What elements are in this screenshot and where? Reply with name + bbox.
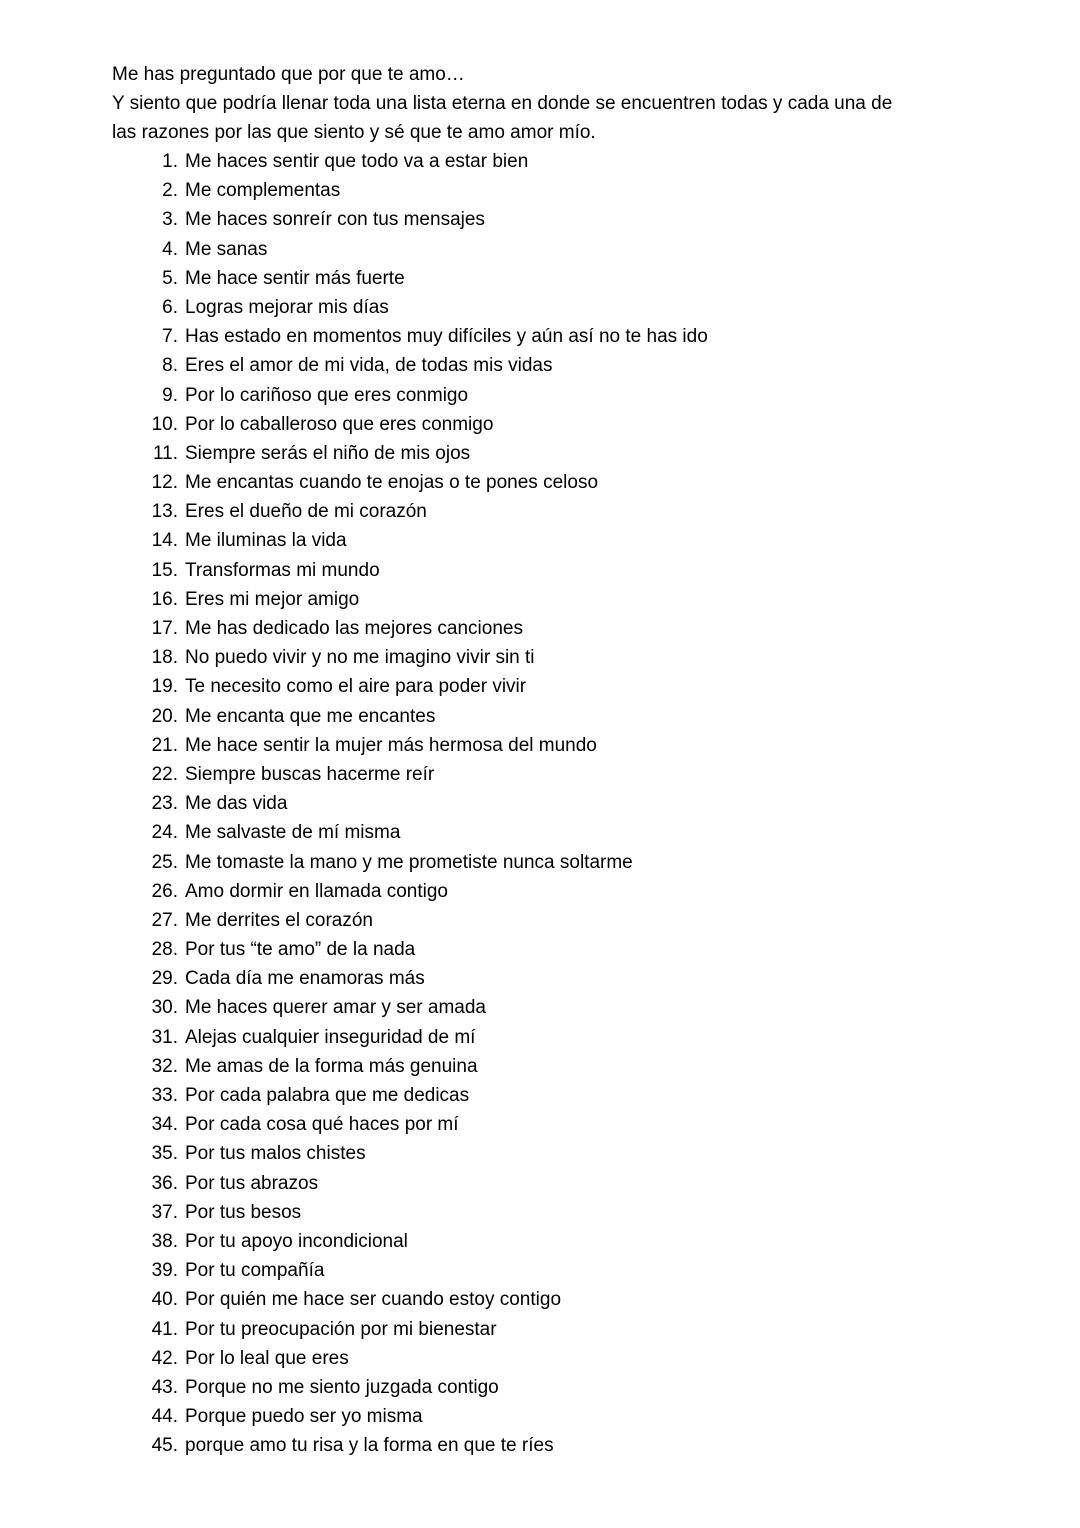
list-item-number: 19.	[151, 676, 178, 698]
list-item-number: 13.	[151, 501, 178, 523]
list-item-text: Te necesito como el aire para poder vivir	[185, 676, 527, 698]
list-item-number: 40.	[151, 1289, 178, 1311]
list-item-text: Porque no me siento juzgada contigo	[185, 1376, 499, 1398]
list-item-number: 9.	[162, 384, 178, 406]
list-item-text: Me das vida	[185, 793, 288, 815]
list-item-text: Cada día me enamoras más	[185, 968, 425, 990]
list-item-text: Alejas cualquier inseguridad de mí	[185, 1026, 476, 1048]
list-item-number: 29.	[151, 968, 178, 990]
list-item-text: Me has dedicado las mejores canciones	[185, 618, 523, 639]
list-item-number: 44.	[151, 1406, 178, 1428]
list-item-number: 41.	[151, 1318, 178, 1340]
list-item-text: Me encantas cuando te enojas o te pones celoso	[185, 472, 599, 494]
list-item-number: 30.	[151, 997, 178, 1019]
list-item-text: Me salvaste de mí misma	[185, 822, 401, 844]
list-item-text: Siempre serás el niño de mis ojos	[185, 442, 471, 464]
list-item-number: 23.	[151, 793, 178, 815]
intro-line: Y siento que podría llenar toda una lista eterna en donde se encuentren todas y cada una de	[112, 93, 893, 115]
list-item-number: 24.	[151, 822, 178, 844]
list-item-number: 35.	[151, 1143, 178, 1165]
list-item-number: 15.	[151, 559, 178, 581]
list-item-text: Eres mi mejor amigo	[185, 588, 360, 610]
intro-paragraph	[112, 60, 972, 148]
list-item-text: Me derrites el corazón	[185, 909, 373, 931]
list-item-number: 7.	[162, 326, 178, 348]
list-item-number: 21.	[151, 734, 178, 756]
list-item-text: Amo dormir en llamada contigo	[185, 880, 448, 902]
list-item-text: Por tus abrazos	[185, 1172, 319, 1194]
list-item-text: Me iluminas la vida	[185, 530, 347, 552]
list-item-text: Por tus malos chistes	[185, 1143, 366, 1165]
intro-line: las razones por las que siento y sé que te amo amor mío.	[112, 122, 596, 144]
list-item-number: 8.	[162, 355, 178, 377]
list-item-text: Logras mejorar mis días	[185, 296, 389, 318]
list-item-text: Me encanta que me encantes	[185, 705, 436, 727]
list-item-text: Por tu preocupación por mi bienestar	[185, 1318, 497, 1340]
list-item-text: Por cada palabra que me dedicas	[185, 1085, 470, 1106]
list-item-text: Por lo caballeroso que eres conmigo	[185, 413, 494, 435]
list-item-number: 2.	[162, 180, 178, 202]
list-item-number: 12.	[151, 472, 178, 494]
list-item-number: 28.	[151, 939, 178, 961]
list-item-number: 1.	[162, 151, 178, 172]
list-item-text: Por lo leal que eres	[185, 1347, 349, 1369]
list-item-text: Por lo cariñoso que eres conmigo	[185, 384, 469, 406]
list-item-text: Me hace sentir la mujer más hermosa del mundo	[185, 734, 597, 756]
list-item-text: Me hace sentir más fuerte	[185, 267, 405, 289]
list-item-number: 22.	[151, 763, 178, 785]
list-item-text: Por tu apoyo incondicional	[185, 1230, 408, 1252]
list-item-number: 34.	[151, 1114, 178, 1136]
list-item-text: Por quién me hace ser cuando estoy contigo	[185, 1289, 562, 1311]
list-item-number: 37.	[151, 1201, 178, 1223]
list-item-text: Me complementas	[185, 180, 341, 202]
list-item-text: Por cada cosa qué haces por mí	[185, 1114, 459, 1136]
list-item-number: 26.	[151, 880, 178, 902]
list-item-text: Siempre buscas hacerme reír	[185, 763, 435, 785]
list-item-number: 5.	[162, 267, 178, 289]
list-item-number: 38.	[151, 1230, 178, 1252]
list-item-number: 6.	[162, 296, 178, 318]
list-item-number: 18.	[151, 647, 178, 669]
list-item-text: Por tus besos	[185, 1201, 302, 1223]
list-item-number: 45.	[151, 1435, 178, 1457]
list-item-text: No puedo vivir y no me imagino vivir sin ti	[185, 647, 535, 669]
list-item-number: 16.	[151, 588, 178, 610]
list-item-number: 42.	[151, 1347, 178, 1369]
list-item-text: Me sanas	[185, 238, 268, 260]
list-item-text: Eres el dueño de mi corazón	[185, 501, 427, 523]
list-item-text: Me haces sonreír con tus mensajes	[185, 209, 485, 231]
list-item-number: 33.	[151, 1085, 178, 1106]
list-item-text: Transformas mi mundo	[185, 559, 380, 581]
list-item-text: Por tu compañía	[185, 1260, 325, 1282]
list-item-number: 39.	[151, 1260, 178, 1282]
list-item-number: 43.	[151, 1376, 178, 1398]
list-item-number: 31.	[151, 1026, 178, 1048]
list-item-text: Eres el amor de mi vida, de todas mis vidas	[185, 355, 553, 377]
list-item-number: 36.	[151, 1172, 178, 1194]
intro-line: Me has preguntado que por que te amo…	[112, 64, 465, 85]
list-item-text: Has estado en momentos muy difíciles y aún así no te has ido	[185, 326, 708, 348]
list-item-text: Me amas de la forma más genuina	[185, 1055, 478, 1077]
list-item-number: 10.	[151, 413, 178, 435]
list-item-number: 17.	[151, 618, 178, 639]
list-item-number: 27.	[151, 909, 178, 931]
list-item-number: 32.	[151, 1055, 178, 1077]
list-item-text: Por tus “te amo” de la nada	[185, 939, 416, 961]
list-item-text: Porque puedo ser yo misma	[185, 1406, 423, 1428]
list-item-text: porque amo tu risa y la forma en que te ríes	[185, 1435, 554, 1457]
list-item-text: Me tomaste la mano y me prometiste nunca soltarme	[185, 851, 633, 873]
list-item-text: Me haces sentir que todo va a estar bien	[185, 151, 529, 172]
list-item-number: 3.	[162, 209, 178, 231]
list-item-text: Me haces querer amar y ser amada	[185, 997, 486, 1019]
list-item-number: 11.	[152, 442, 178, 464]
list-item-number: 4.	[162, 238, 178, 260]
list-item-number: 14.	[151, 530, 178, 552]
list-item-number: 25.	[151, 851, 178, 873]
list-item-number: 20.	[151, 705, 178, 727]
